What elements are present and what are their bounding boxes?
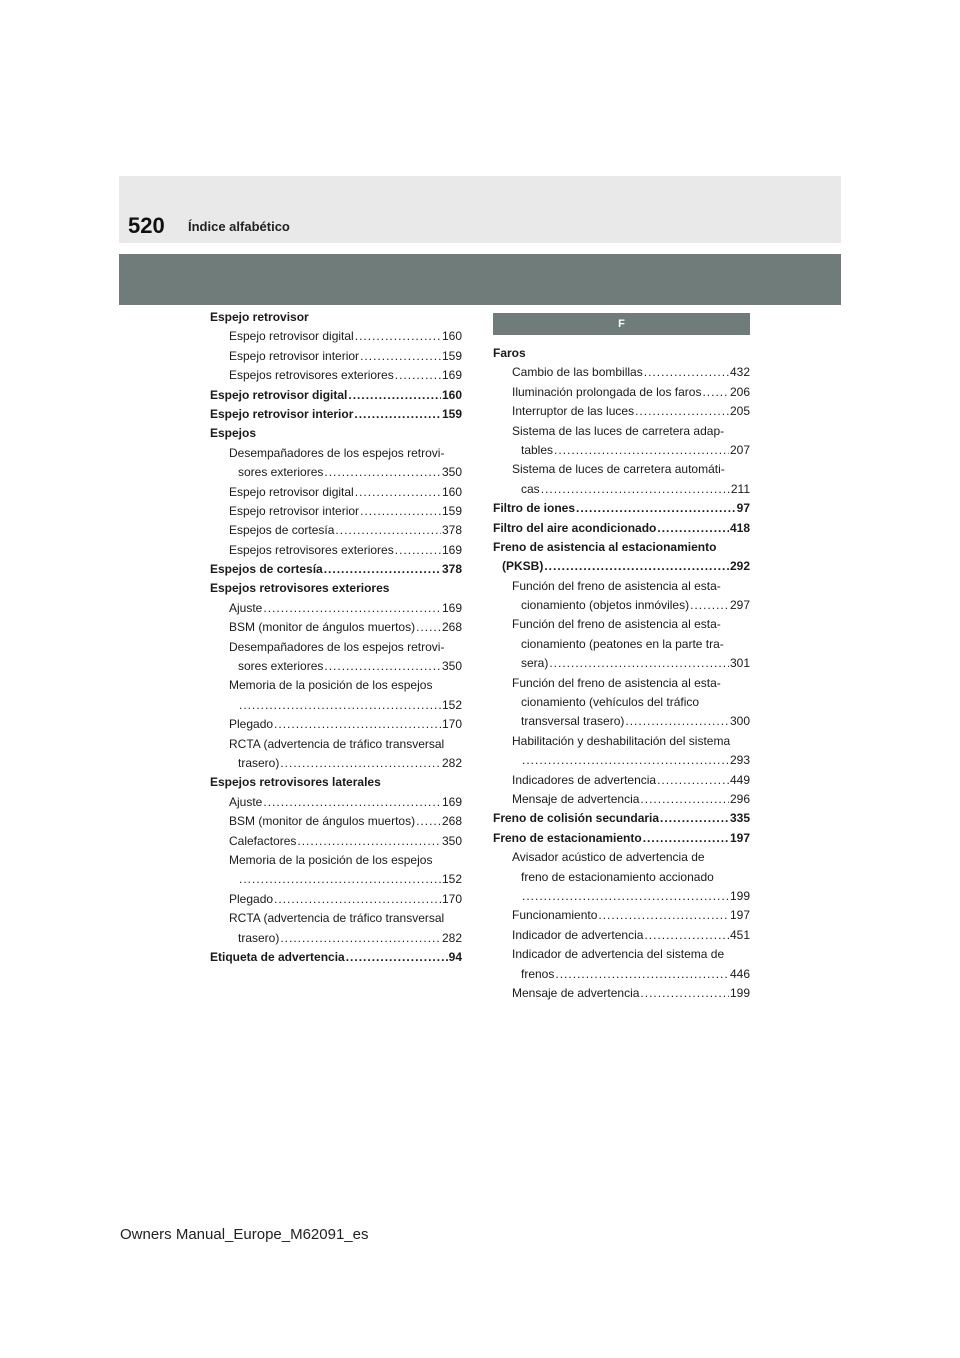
index-entry-text: Espejo retrovisor digital <box>210 387 348 402</box>
index-sub-entry <box>210 929 462 948</box>
index-entry-page: 159 <box>441 406 462 421</box>
dot-leader <box>335 521 441 540</box>
index-entry-text: Función del freno de asistencia al esta- <box>512 617 721 632</box>
index-sub-entry <box>210 618 462 637</box>
index-entry-page: 170 <box>441 891 462 906</box>
index-heading-entry <box>210 579 462 598</box>
index-entry-page: 292 <box>729 559 750 574</box>
dot-leader <box>657 519 729 538</box>
index-sub-entry <box>493 615 750 634</box>
index-entry-text: trasero) <box>238 755 280 770</box>
dot-leader <box>355 483 441 502</box>
index-sub-entry <box>210 463 462 482</box>
index-entry-page: 169 <box>441 600 462 615</box>
dot-leader <box>640 984 729 1003</box>
index-entry-page: 432 <box>729 365 750 380</box>
index-entry-page: 160 <box>441 484 462 499</box>
index-entry-text: Espejos retrovisores exteriores <box>210 581 390 596</box>
index-entry-page: 94 <box>448 949 462 964</box>
dot-leader <box>348 386 441 405</box>
index-sub-entry <box>210 676 462 695</box>
index-entry-page: 296 <box>729 791 750 806</box>
index-entry-text: trasero) <box>238 930 280 945</box>
index-entry-text: sores exteriores <box>238 465 324 480</box>
index-entry-text: Función del freno de asistencia al esta- <box>512 578 721 593</box>
index-entry-text: Espejos de cortesía <box>229 523 335 538</box>
dot-leader <box>416 618 441 637</box>
index-entry-text: Avisador acústico de advertencia de <box>512 850 705 865</box>
index-entry-page: 97 <box>736 501 750 516</box>
index-heading-entry <box>210 308 462 327</box>
index-heading-entry <box>210 560 462 579</box>
index-heading-entry <box>210 424 462 443</box>
index-sub-entry <box>493 771 750 790</box>
index-entry-page: 160 <box>441 329 462 344</box>
index-entry-text: frenos <box>521 966 555 981</box>
index-sub-entry <box>210 366 462 385</box>
dot-leader <box>239 696 441 715</box>
index-entry-page: 268 <box>441 620 462 635</box>
index-entry-page: 301 <box>729 656 750 671</box>
index-sub-entry <box>493 383 750 402</box>
index-entry-text: Freno de colisión secundaria <box>493 811 660 826</box>
index-sub-entry <box>493 577 750 596</box>
index-sub-entry <box>210 599 462 618</box>
dot-leader <box>644 363 729 382</box>
index-sub-entry <box>210 541 462 560</box>
dot-leader <box>280 929 441 948</box>
dot-leader <box>324 560 441 579</box>
index-sub-entry <box>493 751 750 770</box>
index-entry-text: cionamiento (objetos inmóviles) <box>521 598 690 613</box>
index-sub-entry <box>210 657 462 676</box>
dot-leader <box>644 926 729 945</box>
index-entry-page: 169 <box>441 794 462 809</box>
index-sub-entry <box>493 965 750 984</box>
index-sub-entry <box>493 596 750 615</box>
index-entry-page: 378 <box>441 523 462 538</box>
index-entry-page: 197 <box>729 908 750 923</box>
index-entry-text: Espejos de cortesía <box>210 562 323 577</box>
dot-leader <box>263 793 441 812</box>
index-sub-entry <box>493 635 750 654</box>
index-entry-page: 159 <box>441 348 462 363</box>
dot-leader <box>635 402 729 421</box>
index-entry-page: 451 <box>729 927 750 942</box>
index-entry-text: cionamiento (vehículos del tráfico <box>521 695 700 710</box>
dot-leader <box>346 948 448 967</box>
index-sub-entry <box>210 638 462 657</box>
index-entry-text: Faros <box>493 346 526 360</box>
index-sub-entry <box>210 444 462 463</box>
index-entry-page: 199 <box>729 985 750 1000</box>
index-entry-page: 152 <box>441 697 462 712</box>
footer-manual-id: Owners Manual_Europe_M62091_es <box>120 1226 369 1243</box>
index-sub-entry <box>210 502 462 521</box>
dot-leader <box>324 463 441 482</box>
index-sub-entry <box>210 696 462 715</box>
index-sub-entry <box>493 693 750 712</box>
dot-leader <box>297 832 441 851</box>
index-entry-text: Indicador de advertencia del sistema de <box>512 947 725 962</box>
index-heading-entry <box>210 386 462 405</box>
dot-leader <box>274 715 441 734</box>
index-entry-text: Mensaje de advertencia <box>512 985 640 1000</box>
index-entry-page: 449 <box>729 772 750 787</box>
index-entry-page: 207 <box>729 442 750 457</box>
index-sub-entry <box>493 363 750 382</box>
index-entry-text: Sistema de las luces de carretera adap- <box>512 423 725 438</box>
index-heading-entry <box>493 809 750 828</box>
index-entry-text: Iluminación prolongada de los faros <box>512 384 702 399</box>
dot-leader <box>598 906 729 925</box>
index-entry-page: 206 <box>729 384 750 399</box>
dot-leader <box>702 383 729 402</box>
index-column-left <box>210 308 462 967</box>
index-entry-text: Espejo retrovisor digital <box>229 484 354 499</box>
index-column-right <box>493 313 750 1003</box>
index-entry-text: BSM (monitor de ángulos muertos) <box>229 814 416 829</box>
dot-leader <box>395 541 441 560</box>
index-entry-text: Función del freno de asistencia al esta- <box>512 675 721 690</box>
section-title: Índice alfabético <box>188 219 290 234</box>
index-sub-entry <box>210 793 462 812</box>
index-sub-entry <box>493 984 750 1003</box>
index-sub-entry <box>493 654 750 673</box>
index-sub-entry <box>493 887 750 906</box>
index-sub-entry <box>210 812 462 831</box>
index-entry-page: 293 <box>729 753 750 768</box>
index-sub-entry <box>210 890 462 909</box>
index-heading-entry <box>210 948 462 967</box>
index-heading-entry <box>493 499 750 518</box>
dot-leader <box>360 347 441 366</box>
index-entry-text: Etiqueta de advertencia <box>210 949 345 964</box>
index-sub-entry <box>210 327 462 346</box>
index-entry-text: Filtro de iones <box>493 501 576 516</box>
index-entry-text: sores exteriores <box>238 659 324 674</box>
index-entry-text: Interruptor de las luces <box>512 404 635 419</box>
index-entry-page: 205 <box>729 404 750 419</box>
index-entry-text: Espejo retrovisor <box>210 310 309 324</box>
index-entry-page: 282 <box>441 930 462 945</box>
index-entry-text: Espejos <box>210 426 257 441</box>
index-entry-page: 211 <box>730 481 750 496</box>
index-sub-entry <box>210 521 462 540</box>
dot-leader <box>657 771 729 790</box>
index-sub-entry <box>210 851 462 870</box>
dot-leader <box>690 596 729 615</box>
index-entry-text: Funcionamiento <box>512 908 598 923</box>
index-entry-text: cionamiento (peatones en la parte tra- <box>521 636 724 651</box>
dot-leader <box>274 890 441 909</box>
index-entry-text: transversal trasero) <box>521 714 625 729</box>
dot-leader <box>625 712 729 731</box>
index-entry-page: 152 <box>441 872 462 887</box>
index-entry-text: Plegado <box>229 717 274 732</box>
index-heading-entry <box>210 773 462 792</box>
index-entry-page: 418 <box>729 520 750 535</box>
index-entry-text: Desempañadores de los espejos retrovi- <box>229 445 445 460</box>
index-entry-page: 350 <box>441 659 462 674</box>
index-entry-text: Espejo retrovisor interior <box>210 406 354 421</box>
index-entry-text: Indicadores de advertencia <box>512 772 657 787</box>
index-entry-page: 350 <box>441 833 462 848</box>
index-entry-text: Ajuste <box>229 600 263 615</box>
dot-leader <box>280 754 441 773</box>
index-entry-text: Espejo retrovisor interior <box>229 503 360 518</box>
index-entry-text: Espejos retrovisores laterales <box>210 775 381 790</box>
index-entry-text: RCTA (advertencia de tráfico transversal <box>229 911 445 926</box>
dot-leader <box>355 327 441 346</box>
index-entry-page: 297 <box>729 598 750 613</box>
index-entry-text: Freno de estacionamiento <box>493 830 642 845</box>
index-entry-text: freno de estacionamiento accionado <box>521 869 714 884</box>
index-entry-text: Plegado <box>229 891 274 906</box>
index-entry-text: Cambio de las bombillas <box>512 365 643 380</box>
index-entry-text: tables <box>521 442 554 457</box>
index-heading-entry <box>493 344 750 363</box>
index-entry-text: Sistema de luces de carretera automáti- <box>512 462 725 477</box>
index-entry-page: 378 <box>441 562 462 577</box>
index-entry-text: Mensaje de advertencia <box>512 791 640 806</box>
dot-leader <box>660 809 729 828</box>
dot-leader <box>544 557 729 576</box>
page-number: 520 <box>128 213 165 238</box>
index-entry-text: BSM (monitor de ángulos muertos) <box>229 620 416 635</box>
index-sub-entry <box>210 483 462 502</box>
dot-leader <box>522 751 729 770</box>
dot-leader <box>263 599 441 618</box>
index-sub-entry <box>493 441 750 460</box>
index-heading-entry <box>493 538 750 557</box>
index-entry-text: Espejos retrovisores exteriores <box>229 542 394 557</box>
dot-leader <box>554 441 729 460</box>
index-heading-entry <box>210 405 462 424</box>
index-entry-page: 159 <box>441 503 462 518</box>
index-sub-entry <box>493 868 750 887</box>
index-entry-page: 350 <box>441 465 462 480</box>
index-sub-entry <box>493 848 750 867</box>
index-entry-page: 268 <box>441 814 462 829</box>
dot-leader <box>576 499 736 518</box>
index-sub-entry <box>210 735 462 754</box>
dot-leader <box>555 965 729 984</box>
index-sub-entry <box>493 674 750 693</box>
index-sub-entry <box>210 832 462 851</box>
index-entry-text: sera) <box>521 656 549 671</box>
index-entry-text: Desempañadores de los espejos retrovi- <box>229 639 445 654</box>
dot-leader <box>354 405 441 424</box>
index-sub-entry <box>493 460 750 479</box>
index-sub-entry <box>493 557 750 576</box>
dot-leader <box>522 887 729 906</box>
index-entry-text: Habilitación y deshabilitación del sistema <box>512 733 731 748</box>
index-sub-entry <box>210 754 462 773</box>
index-entry-text: (PKSB) <box>502 559 544 574</box>
index-entry-page: 335 <box>729 811 750 826</box>
dot-leader <box>643 829 729 848</box>
index-entry-text: Filtro del aire acondicionado <box>493 520 657 535</box>
index-entry-page: 197 <box>729 830 750 845</box>
index-entry-text: Memoria de la posición de los espejos <box>229 852 433 867</box>
index-sub-entry <box>493 732 750 751</box>
letter-heading-f: F <box>493 313 750 335</box>
index-sub-entry <box>210 870 462 889</box>
header-dark-band <box>119 254 841 305</box>
index-sub-entry <box>210 347 462 366</box>
index-entry-text: Ajuste <box>229 794 263 809</box>
index-entry-text: Freno de asistencia al estacionamiento <box>493 539 717 554</box>
index-entry-page: 199 <box>729 888 750 903</box>
index-entry-page: 160 <box>441 387 462 402</box>
index-entry-text: RCTA (advertencia de tráfico transversal <box>229 736 445 751</box>
index-entry-text: Espejos retrovisores exteriores <box>229 368 394 383</box>
index-entry-page: 446 <box>729 966 750 981</box>
index-entry-page: 169 <box>441 542 462 557</box>
index-entry-text: Memoria de la posición de los espejos <box>229 678 433 693</box>
index-sub-entry <box>493 402 750 421</box>
index-sub-entry <box>493 906 750 925</box>
index-entry-page: 170 <box>441 717 462 732</box>
dot-leader <box>541 480 730 499</box>
index-entry-text: Calefactores <box>229 833 297 848</box>
index-sub-entry <box>493 422 750 441</box>
index-sub-entry <box>493 945 750 964</box>
index-sub-entry <box>210 909 462 928</box>
index-entry-text: cas <box>521 481 540 496</box>
index-sub-entry <box>493 790 750 809</box>
index-sub-entry <box>493 480 750 499</box>
index-entry-text: Espejo retrovisor interior <box>229 348 360 363</box>
index-entry-page: 169 <box>441 368 462 383</box>
index-entry-page: 300 <box>729 714 750 729</box>
index-sub-entry <box>493 926 750 945</box>
dot-leader <box>549 654 729 673</box>
index-entry-text: Espejo retrovisor digital <box>229 329 354 344</box>
dot-leader <box>395 366 441 385</box>
dot-leader <box>239 870 441 889</box>
dot-leader <box>324 657 441 676</box>
index-entry-text: Indicador de advertencia <box>512 927 644 942</box>
index-sub-entry <box>210 715 462 734</box>
dot-leader <box>640 790 729 809</box>
dot-leader <box>360 502 441 521</box>
dot-leader <box>416 812 441 831</box>
index-entry-page: 282 <box>441 755 462 770</box>
index-sub-entry <box>493 712 750 731</box>
index-heading-entry <box>493 519 750 538</box>
index-heading-entry <box>493 829 750 848</box>
